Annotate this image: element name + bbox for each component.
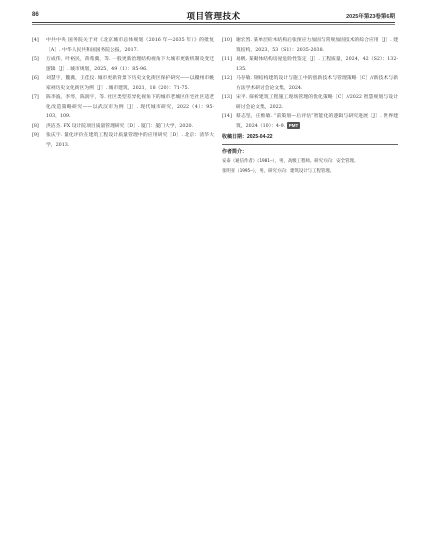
reference-text: 易帆. 某砌体结构房屋危险性鉴定［J］. 工程质量，2024，42（S2）：132-135. [236,57,398,72]
reference-item [32,36,214,55]
reference-text-body: 蔡志坚，庄惟敏. “前策划—后评估”智能化的逻辑与研究进展［J］. 世界建筑，2024（10）：4-9. [236,114,398,129]
reference-number: [7] [32,95,39,100]
reference-text: 陈李波，李琴，陈润宇，等. 社区类型差异化视角下的城市老城区住宅社区适老化改造策略研究——以武汉市为例［J］. 现代城市研究，2022（4）：95-103，109. [46,95,214,119]
journal-title: 项目管理技术 [186,11,241,21]
reference-item [32,74,214,93]
pmt-tag: PMT [288,122,299,128]
reference-number: [9] [32,133,39,138]
reference-number: [12] [222,76,232,81]
reference-item [222,74,398,93]
page-number: 86 [32,12,39,18]
reference-item [32,122,214,132]
reference-number: [10] [222,38,232,43]
reference-text: 张庆宇. 量化评价在建筑工程设计质量管理中的应用研究［D］. 北京：清华大学，2013. [46,133,214,148]
authors-heading: 作者简介： [222,148,248,155]
left-column [32,36,214,150]
issue-info: 2025年第23卷第6期 [346,14,395,20]
reference-item [222,112,398,131]
reference-number: [8] [32,123,39,129]
header-rule [32,22,395,23]
reference-text [236,112,398,131]
reference-item [222,93,398,112]
reference-text: 中共中央 国务院关于对《北京城市总体规划（2016 年—2035 年）》的批复［A］. 中华人民共和国国务院公报，2017. [46,38,214,53]
reference-item [32,131,214,150]
reference-text: 万成伟，叶裕民，蒋希冀，等. 一般更新治理结构视角下大城市更新机制及变迁逻辑［J］. 城市规划，2025，49（1）：85-96. [46,57,214,72]
reference-number: [11] [222,57,232,62]
page-header [32,10,395,32]
reference-text: 宋平. 探析建筑工程施工现场管理的优化策略［C］//2022 智慧规划与设计研讨会论文集，2022. [236,95,398,110]
reference-text: 谢宏烈. 某单层砼木结构后张预应力加固与常规加固技术的综合应用［J］. 建筑结构，2023，53（S1）：2035-2038. [236,38,398,53]
received-date: 收稿日期：2025-04-22 [222,134,273,140]
reference-item [32,93,214,122]
right-column [222,36,398,176]
author-bio: 张明亚（1995—），男，研究方向：建筑设计与工程管理。 [222,168,335,174]
received-rule [222,144,398,145]
reference-number: [5] [32,57,39,62]
reference-number: [6] [32,76,39,81]
reference-item [32,55,214,74]
reference-number: [14] [222,114,232,119]
reference-text: 刘慧宇，魏冀，王佳仪. 城市更新背景下历史文化街区保护研究——以赣州市姚家祠历史文化街区为例［J］. 城市建筑，2021，18（20）：71-75. [46,76,214,91]
reference-text: 洪洁杰. FX 设计院项目质量管理研究［D］. 厦门：厦门大学，2020. [46,123,194,129]
reference-item [222,36,398,55]
reference-number: [4] [32,38,39,43]
reference-item [222,55,398,74]
author-bio: 安泰（通信作者）（1981—），男，高级工程师。研究方向：安全管理。 [222,159,359,164]
reference-number: [13] [222,95,232,100]
header-rule-thin [32,24,395,25]
reference-text: 马存敏. 钢结构建筑设计与施工中的创新技术与管理策略［C］//新技术与新方法学术研讨会论文集，2024. [236,76,398,91]
